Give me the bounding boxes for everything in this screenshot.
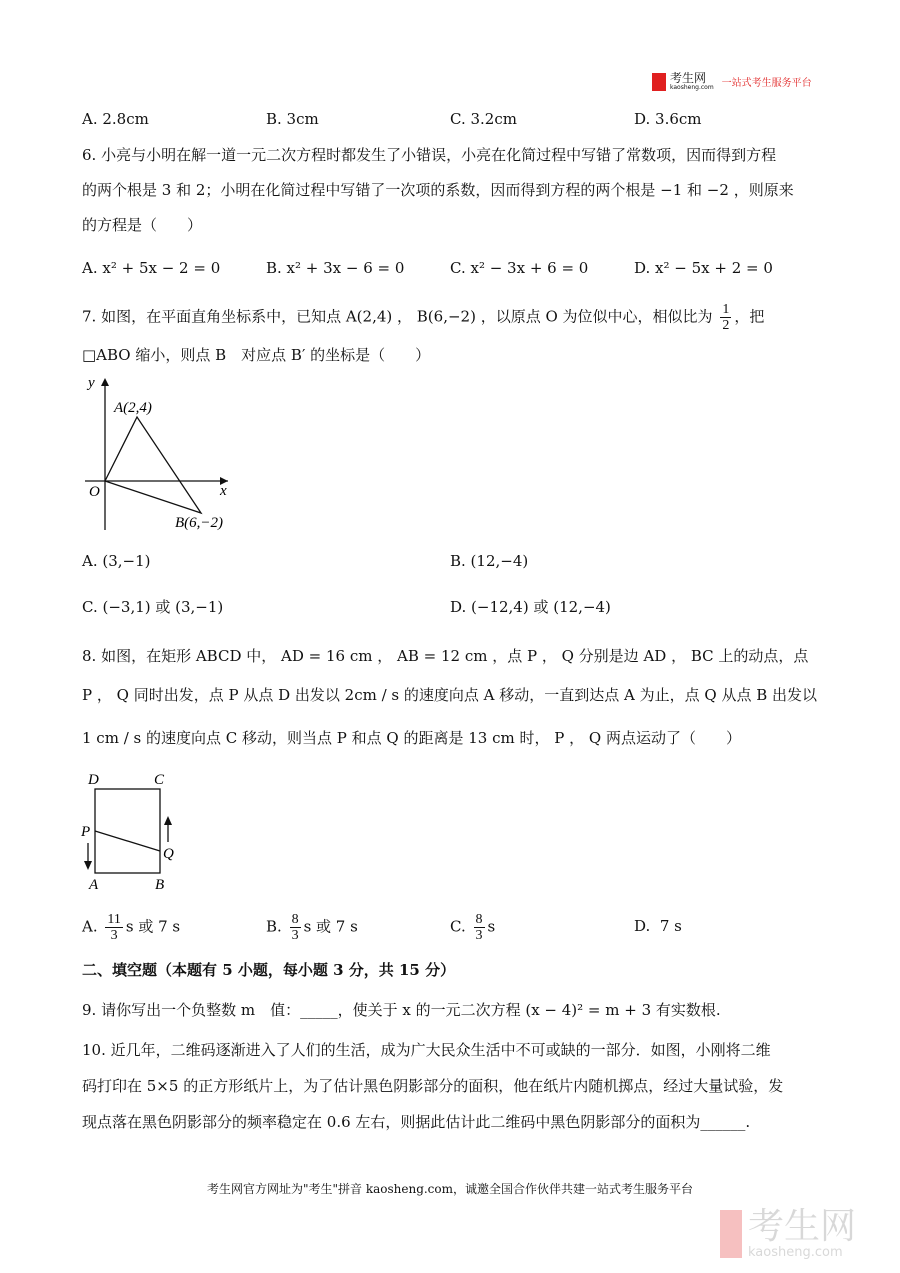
q6-option-d: D. x² − 5x + 2 = 0 (634, 259, 773, 277)
q6-text-line: 6. 小亮与小明在解一道一元二次方程时都发生了小错误，小亮在化简过程中写错了常数项，因而得到方程 (82, 146, 777, 164)
fraction-numerator: 1 (722, 302, 730, 317)
q7-text-end: ，把 (734, 307, 765, 326)
q6-option-a: A. x² + 5x − 2 = 0 (82, 259, 221, 277)
option-fraction (474, 912, 485, 943)
q5-option-b: B. 3cm (266, 110, 319, 128)
q6-option-b: B. x² + 3x − 6 = 0 (266, 259, 405, 277)
option-text: 7 s (659, 917, 682, 935)
point-p-label: P (81, 824, 91, 840)
q7-text-line: □ABO 缩小，则点 B 对应点 B′ 的坐标是（ ） (82, 346, 431, 364)
watermark-text (748, 1208, 856, 1260)
q8-rectangle-figure (0, 0, 220, 900)
origin-label: O (89, 484, 100, 500)
logo-domain: kaosheng.com (670, 84, 714, 91)
logo-text: 考生网 (670, 71, 707, 85)
q8-text-line: P ， Q 同时出发，点 P 从点 D 出发以 2cm / s 的速度向点 A 移动，一直到达点 A 为止，点 Q 从点 B 出发以 (82, 686, 818, 704)
q6-text-line: 的两个根是 3 和 2；小明在化简过程中写错了一次项的系数，因而得到方程的两个根是 −1 和 −2 ，则原来 (82, 181, 794, 199)
q5-option-c: C. 3.2cm (450, 110, 517, 128)
option-label: C. (450, 917, 466, 936)
fraction-denominator: 3 (291, 928, 299, 943)
q10-text-line: 码打印在 5×5 的正方形纸片上，为了估计黑色阴影部分的面积，他在纸片内随机掷点，经过大量试验，发 (82, 1077, 784, 1095)
rectangle-abcd (95, 789, 160, 873)
q9-text-line: 9. 请你写出一个负整数 m 值：_____，使关于 x 的一元二次方程 (x − 4)² = m + 3 有实数根. (82, 1001, 721, 1019)
point-d-label: D (88, 772, 99, 788)
option-text: s (487, 917, 496, 936)
section-heading: 二、填空题（本题有 5 小题，每小题 3 分，共 15 分） (82, 961, 456, 979)
point-a-label: A(2,4) (114, 400, 152, 416)
fraction-denominator: 3 (110, 928, 118, 943)
y-axis-label: y (88, 375, 95, 391)
segment-pq (95, 831, 160, 851)
q8-option-c (450, 912, 495, 943)
q5-option-d: D. 3.6cm (634, 110, 702, 128)
q8-option-a (82, 912, 180, 943)
q8-text-line: 1 cm / s 的速度向点 C 移动，则当点 P 和点 Q 的距离是 13 cm 时， P ， Q 两点运动了（ ） (82, 729, 741, 747)
q7-ratio-fraction (720, 302, 731, 333)
fraction-numerator: 8 (475, 912, 483, 927)
q10-text-line: 10. 近几年，二维码逐渐进入了人们的生活，成为广大民众生活中不可或缺的一部分．如图，小刚将二维 (82, 1041, 771, 1059)
watermark-logo (720, 1208, 856, 1260)
q6-option-c: C. x² − 3x + 6 = 0 (450, 259, 589, 277)
option-label: D. (634, 917, 651, 935)
q8-text-line: 8. 如图，在矩形 ABCD 中， AD = 16 cm ， AB = 12 cm ，点 P ， Q 分别是边 AD ， BC 上的动点，点 (82, 647, 809, 665)
fraction-numerator: 11 (107, 912, 121, 927)
q7-option-b: B. (12,−4) (450, 552, 529, 570)
fraction-denominator: 3 (475, 928, 483, 943)
point-a-label: A (89, 877, 99, 893)
watermark-name: 考生网 (748, 1206, 857, 1247)
x-axis-label: x (220, 483, 227, 499)
logo-name (670, 72, 714, 91)
q8-option-d (634, 916, 682, 936)
fraction-denominator: 2 (722, 318, 730, 333)
option-label: B. (266, 917, 282, 936)
q5-option-a: A. 2.8cm (82, 110, 149, 128)
option-text: s 或 7 s (303, 917, 358, 936)
point-q-label: Q (163, 846, 174, 862)
arrow-up-icon (164, 816, 172, 825)
q7-option-d: D. (−12,4) 或 (12,−4) (450, 598, 611, 616)
option-text: s 或 7 s (125, 917, 181, 936)
option-fraction (105, 912, 122, 943)
q7-text: 7. 如图，在平面直角坐标系中，已知点 A(2,4) ， B(6,−2) ，以原点 O 为位似中心，相似比为 (82, 307, 713, 326)
header-logo (652, 72, 812, 91)
point-c-label: C (154, 772, 165, 788)
q10-text-line: 现点落在黑色阴影部分的频率稳定在 0.6 左右，则据此估计此二维码中黑色阴影部分的面积为______. (82, 1113, 751, 1131)
q6-text-line: 的方程是（ ） (82, 216, 203, 234)
point-b-label: B(6,−2) (175, 515, 224, 531)
q7-option-a: A. (3,−1) (82, 552, 151, 570)
footer-text: 考生网官方网址为"考生"拼音 kaosheng.com，诚邀全国合作伙伴共建一站式考生服务平台 (206, 1182, 694, 1196)
option-label: A. (82, 917, 98, 936)
watermark-domain: kaosheng.com (748, 1245, 843, 1260)
option-fraction (290, 912, 301, 943)
arrow-down-icon (84, 861, 92, 870)
watermark-mark-icon (720, 1210, 742, 1258)
q8-option-b (266, 912, 358, 943)
header-slogan: 一站式考生服务平台 (721, 78, 812, 89)
q7-option-c: C. (−3,1) 或 (3,−1) (82, 598, 224, 616)
logo-mark-icon (652, 73, 666, 91)
fraction-numerator: 8 (291, 912, 299, 927)
point-b-label: B (155, 877, 165, 893)
